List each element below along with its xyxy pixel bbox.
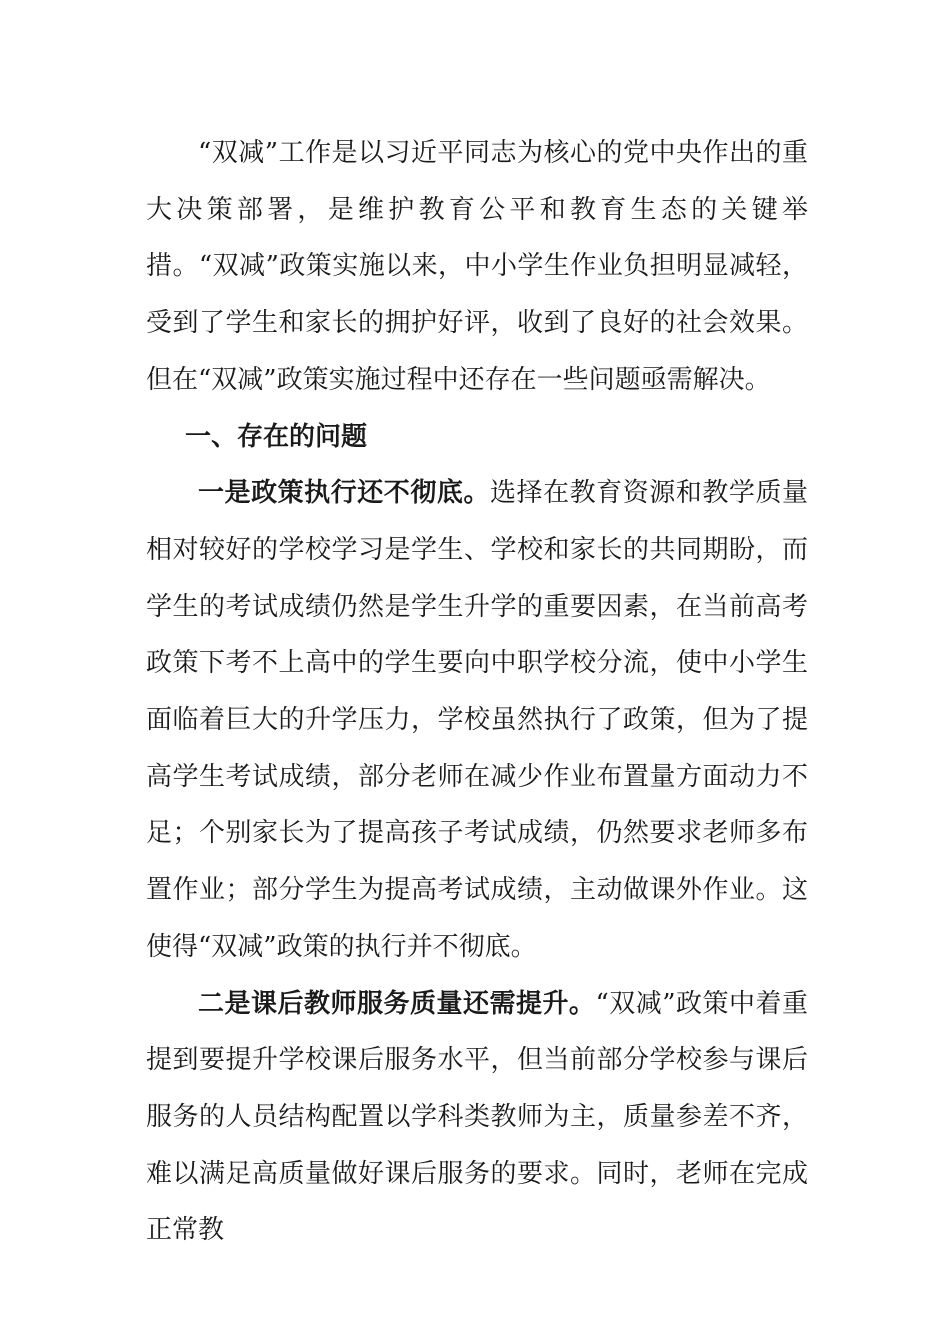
intro-paragraph: “双减”工作是以习近平同志为核心的党中央作出的重大决策部署，是维护教育公平和教育生态的关键举措。“双减”政策实施以来，中小学生作业负担明显减轻，受到了学生和家长的拥护好评，收到了良好的社会效果。但在“双减”政策实施过程中还存在一些问题亟需解决。 — [146, 138, 808, 395]
problem-2-body: “双减”政策中着重提到要提升学校课后服务水平，但当前部分学校参与课后服务的人员结构配置以学科类教师为主，质量参差不齐，难以满足高质量做好课后服务的要求。同时，老师在完成正常教 — [146, 988, 808, 1246]
document-page — [146, 125, 808, 1259]
problem-1-lead: 一是政策执行还不彻底。 — [198, 478, 490, 509]
problem-2-lead: 二是课后教师服务质量还需提升。 — [198, 988, 596, 1019]
problem-1-body: 选择在教育资源和教学质量相对较好的学校学习是学生、学校和家长的共同期盼，而学生的考试成绩仍然是学生升学的重要因素，在当前高考政策下考不上高中的学生要向中职学校分流，使中小学生面临着巨大的升学压力，学校虽然执行了政策，但为了提高学生考试成绩，部分老师在减少作业布置量方面动力不足；个别家长为了提高孩子考试成绩，仍然要求老师多布置作业；部分学生为提高考试成绩，主动做课外作业。这使得“双减”政策的执行并不彻底。 — [146, 478, 808, 962]
problem-paragraph-1 — [146, 465, 808, 975]
section-heading: 一、存在的问题 — [185, 421, 368, 452]
problem-paragraph-2 — [146, 976, 808, 1260]
